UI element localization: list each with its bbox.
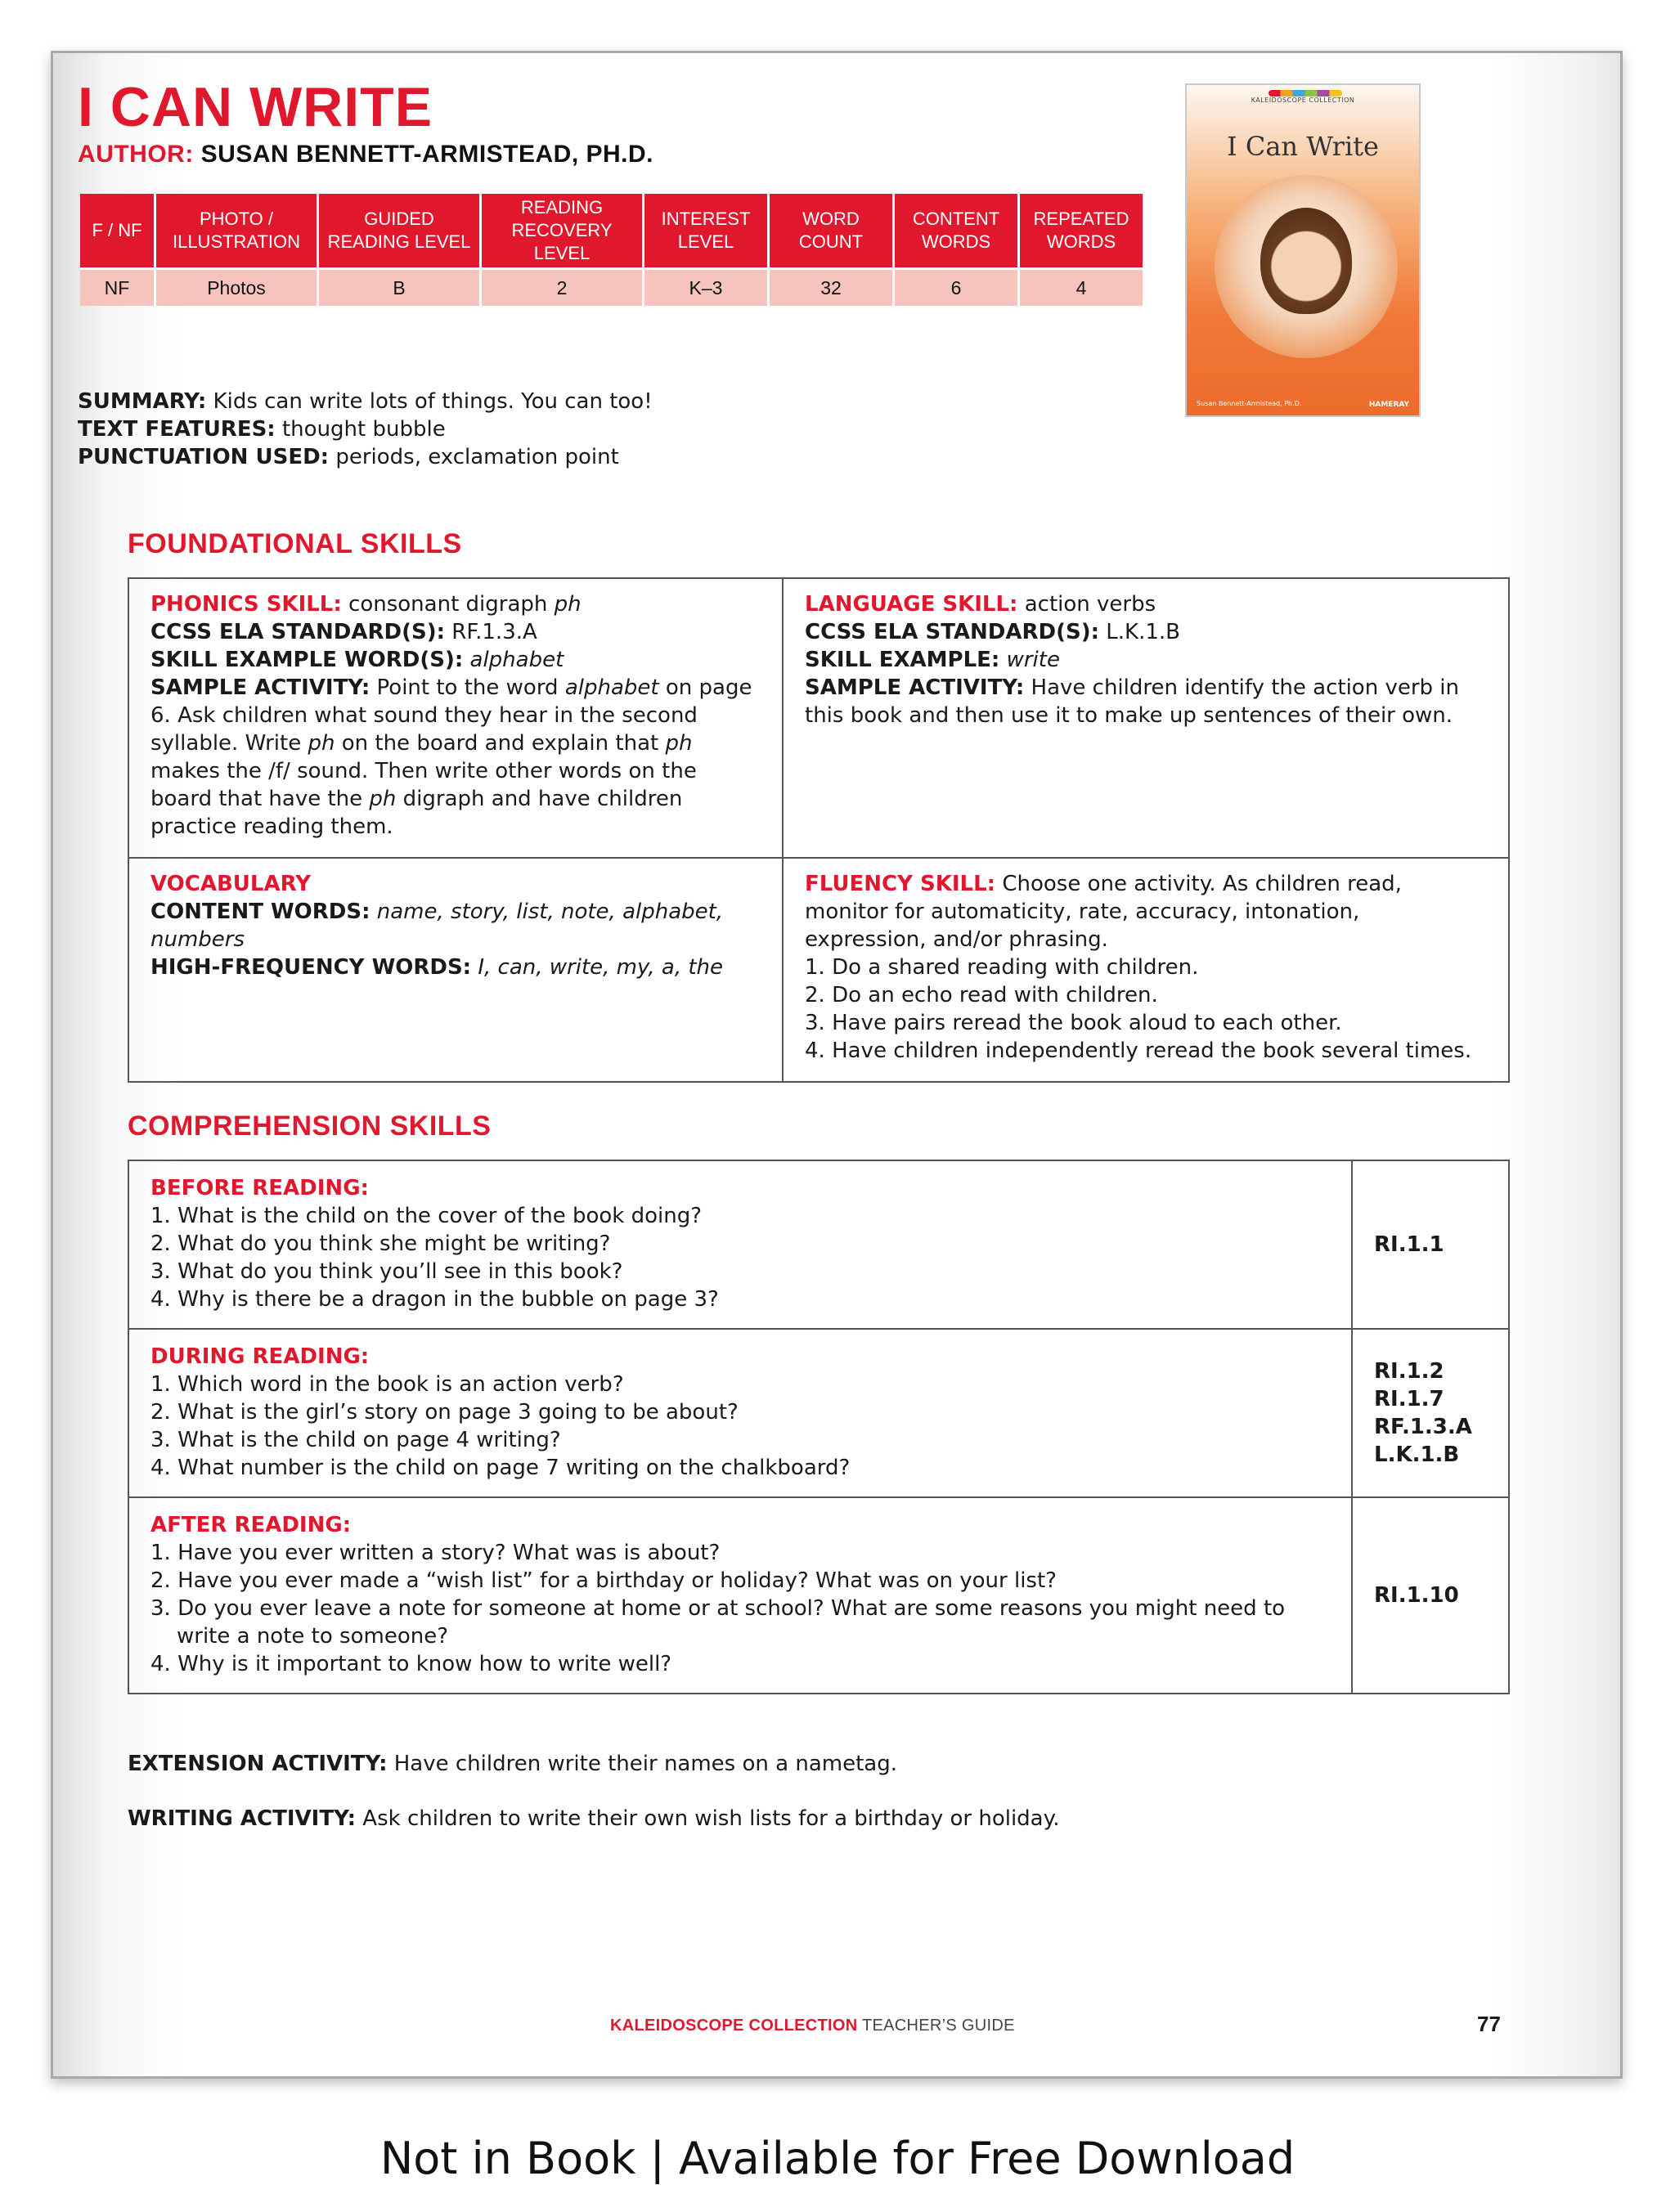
info-header-cell: WORD COUNT [770, 194, 892, 270]
fluency-item: 2. Do an echo read with children. [805, 983, 1158, 1007]
phonics-activity-3: on the board and explain that [335, 731, 666, 756]
book-info-table [78, 194, 1145, 306]
cover-collection: KALEIDOSCOPE COLLECTION [1251, 96, 1355, 104]
phonics-example-label: SKILL EXAMPLE WORD(S): [150, 648, 464, 672]
phonics-activity-2: on page 6. Ask children what sound they hear in the second syllable. Write [150, 675, 752, 756]
text-features-value: thought bubble [275, 417, 446, 442]
after-reading-label: AFTER READING: [150, 1513, 352, 1537]
publisher-logo: HAMERAY [1368, 401, 1409, 409]
before-reading-cell [129, 1161, 1353, 1330]
vocabulary-label: VOCABULARY [150, 872, 312, 896]
question-item: 2. What do you think she might be writing? [150, 1232, 611, 1256]
question-item: 1. Have you ever written a story? What was is about? [150, 1541, 721, 1565]
question-item: 3. What do you think you’ll see in this book? [150, 1259, 623, 1284]
foundational-heading: FOUNDATIONAL SKILLS [128, 528, 462, 559]
after-reading-cell [129, 1498, 1353, 1693]
phonics-value: consonant digraph [341, 592, 555, 617]
info-value-cell: B [319, 270, 479, 306]
phonics-activity-it1: alphabet [564, 675, 659, 700]
standard-code: RI.1.2 [1374, 1359, 1444, 1384]
question-item: 1. What is the child on the cover of the book doing? [150, 1204, 703, 1228]
collection-logo-icon [1269, 90, 1342, 96]
info-value-cell: 4 [1020, 270, 1143, 306]
phonics-example: alphabet [469, 648, 564, 672]
info-header-cell: PHOTO / ILLUSTRATION [156, 194, 317, 270]
fluency-item: 4. Have children independently reread the book several times. [805, 1039, 1472, 1063]
phonics-activity-4: makes the /f/ sound. Then write other words on the board that have the [150, 759, 697, 811]
extension-activity [128, 1750, 897, 1778]
before-standards [1353, 1161, 1508, 1330]
question-item: 1. Which word in the book is an action verb? [150, 1372, 624, 1397]
author-name: SUSAN BENNETT-ARMISTEAD, PH.D. [200, 141, 654, 168]
language-value: action verbs [1017, 592, 1156, 617]
language-example-label: SKILL EXAMPLE: [805, 648, 1000, 672]
phonics-ccss: RF.1.3.A [445, 620, 537, 644]
comprehension-skills-table [128, 1160, 1510, 1694]
phonics-cell [129, 579, 784, 859]
page-footer [610, 2017, 1015, 2035]
fluency-intro: Choose one activity. As children read, monitor for automaticity, rate, accuracy, intonation, expression, and/or phrasing. [805, 872, 1402, 952]
book-title: I CAN WRITE [78, 76, 433, 138]
question-item: 4. Why is there be a dragon in the bubble on page 3? [150, 1287, 719, 1312]
info-header-cell: CONTENT WORDS [895, 194, 1017, 270]
writing-label: WRITING ACTIVITY: [128, 1806, 357, 1831]
question-item: 3. What is the child on page 4 writing? [150, 1428, 561, 1452]
vocabulary-cell [129, 859, 784, 1081]
info-value-cell: NF [80, 270, 154, 306]
standard-code: RF.1.3.A [1374, 1415, 1472, 1439]
language-cell [784, 579, 1508, 859]
info-value-cell: Photos [156, 270, 317, 306]
cover-title: I Can Write [1227, 131, 1379, 162]
info-header-cell: INTEREST LEVEL [644, 194, 767, 270]
text-features-label: TEXT FEATURES: [78, 417, 276, 442]
author-label: AUTHOR: [78, 141, 194, 168]
info-value-cell: 32 [770, 270, 892, 306]
during-standards [1353, 1330, 1508, 1498]
phonics-activity-it3: ph [665, 731, 693, 756]
language-activity-label: SAMPLE ACTIVITY: [805, 675, 1025, 700]
language-ccss: L.K.1.B [1099, 620, 1180, 644]
info-value-cell: K–3 [644, 270, 767, 306]
phonics-activity-label: SAMPLE ACTIVITY: [150, 675, 370, 700]
info-value-cell: 2 [482, 270, 642, 306]
fluency-cell [784, 859, 1508, 1081]
during-reading-label: DURING READING: [150, 1344, 370, 1369]
book-meta [78, 388, 653, 471]
standard-code: L.K.1.B [1374, 1443, 1460, 1467]
info-header-cell: READING RECOVERY LEVEL [482, 194, 642, 270]
writing-text: Ask children to write their own wish lists for a birthday or holiday. [356, 1806, 1060, 1831]
question-item: 2. Have you ever made a “wish list” for a birthday or holiday? What was on your list? [150, 1568, 1057, 1593]
phonics-ccss-label: CCSS ELA STANDARD(S): [150, 620, 446, 644]
page-number: 77 [1477, 2012, 1501, 2036]
standard-code: RI.1.7 [1374, 1387, 1444, 1411]
comprehension-heading: COMPREHENSION SKILLS [128, 1110, 492, 1142]
standard-code: RI.1.10 [1374, 1583, 1459, 1608]
high-frequency-label: HIGH-FREQUENCY WORDS: [150, 955, 472, 980]
writing-activity [128, 1805, 1060, 1833]
summary-label: SUMMARY: [78, 389, 207, 414]
phonics-activity-5: digraph and have children practice reading them. [150, 787, 683, 839]
phonics-value-italic: ph [554, 592, 582, 617]
content-words-label: CONTENT WORDS: [150, 900, 370, 924]
content-words: name, story, list, note, alphabet, numbers [150, 900, 724, 952]
punctuation-value: periods, exclamation point [329, 445, 619, 469]
language-label: LANGUAGE SKILL: [805, 592, 1018, 617]
summary-text: Kids can write lots of things. You can too! [206, 389, 653, 414]
after-standards [1353, 1498, 1508, 1693]
footer-guide: TEACHER’S GUIDE [857, 2017, 1015, 2035]
info-header-cell: F / NF [80, 194, 154, 270]
info-value-row [80, 270, 1143, 306]
info-header-cell: GUIDED READING LEVEL [319, 194, 479, 270]
language-activity: Have children identify the action verb in this book and then use it to make up sentences of their own. [805, 675, 1459, 728]
phonics-activity-it2: ph [308, 731, 335, 756]
phonics-activity-it4: ph [369, 787, 397, 811]
fluency-label: FLUENCY SKILL: [805, 872, 996, 896]
info-header-cell: REPEATED WORDS [1020, 194, 1143, 270]
cover-byline: Susan Bennett-Armistead, Ph.D. [1197, 400, 1302, 407]
high-frequency-words: I, can, write, my, a, the [478, 955, 724, 980]
fluency-item: 3. Have pairs reread the book aloud to each other. [805, 1011, 1342, 1035]
foundational-skills-table [128, 577, 1510, 1083]
phonics-label: PHONICS SKILL: [150, 592, 342, 617]
phonics-activity-1: Point to the word [370, 675, 565, 700]
punctuation-label: PUNCTUATION USED: [78, 445, 330, 469]
before-reading-label: BEFORE READING: [150, 1176, 369, 1200]
question-item: 3. Do you ever leave a note for someone at home or at school? What are some reasons you might need to write a note to someone? [150, 1596, 1286, 1649]
book-cover-image [1185, 83, 1421, 417]
during-reading-cell [129, 1330, 1353, 1498]
download-banner: Not in Book | Available for Free Download [379, 2133, 1296, 2184]
extension-label: EXTENSION ACTIVITY: [128, 1752, 388, 1776]
fluency-item: 1. Do a shared reading with children. [805, 955, 1199, 980]
author-line [78, 141, 653, 168]
extension-text: Have children write their names on a nametag. [387, 1752, 897, 1776]
question-item: 4. What number is the child on page 7 writing on the chalkboard? [150, 1456, 851, 1480]
info-value-cell: 6 [895, 270, 1017, 306]
language-example: write [1006, 648, 1060, 672]
language-ccss-label: CCSS ELA STANDARD(S): [805, 620, 1100, 644]
child-photo [1260, 208, 1352, 314]
info-header-row [80, 194, 1143, 270]
question-item: 4. Why is it important to know how to write well? [150, 1652, 672, 1676]
footer-collection: KALEIDOSCOPE COLLECTION [610, 2017, 858, 2035]
question-item: 2. What is the girl’s story on page 3 going to be about? [150, 1400, 739, 1425]
standard-code: RI.1.1 [1374, 1232, 1444, 1257]
